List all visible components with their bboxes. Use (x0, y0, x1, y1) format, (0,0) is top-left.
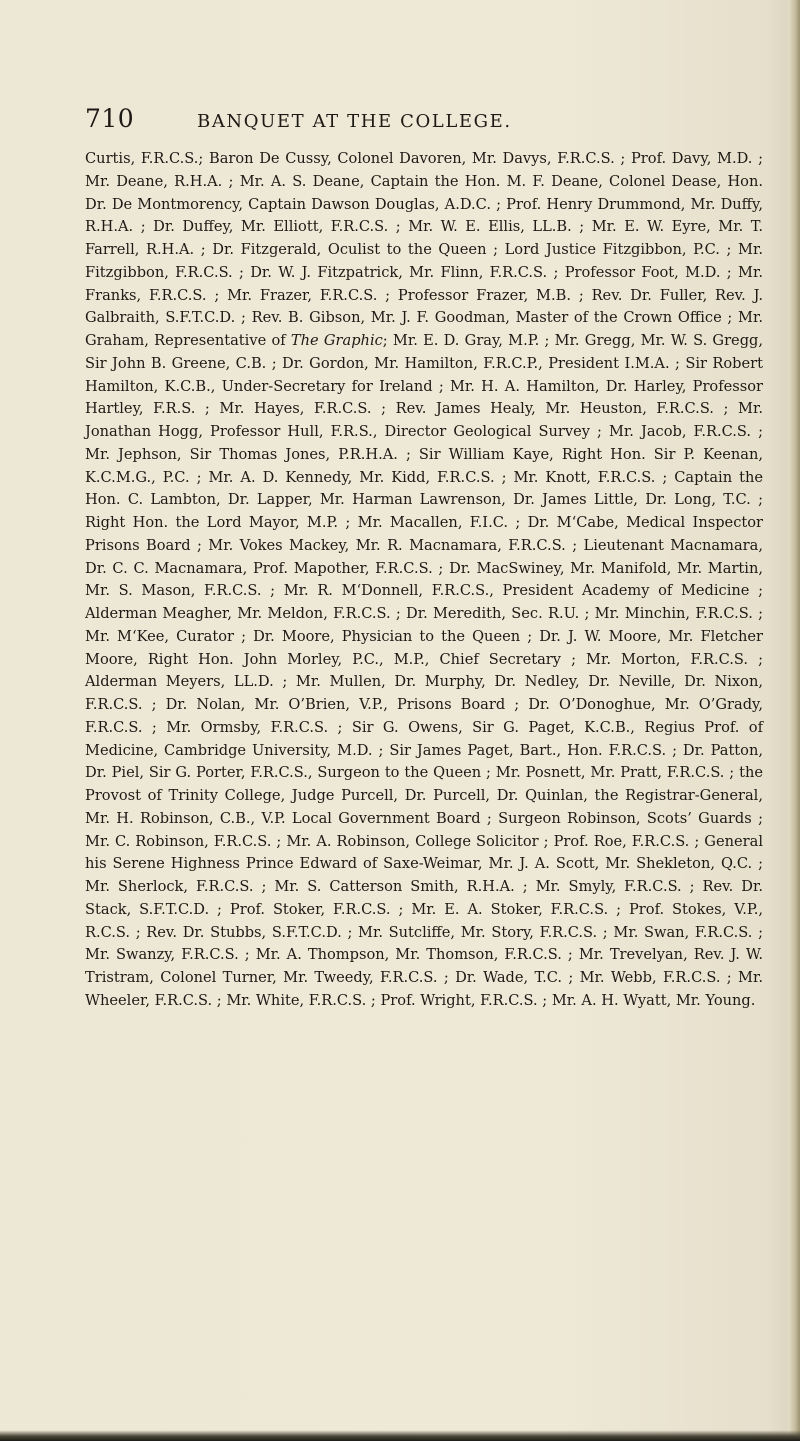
guest-list-text-part-2: ; Mr. E. D. Gray, M.P. ; Mr. Gregg, Mr. W. S. Gregg, Sir John B. Greene, C.B. ; Dr. Gordon, Mr. Hamilton, F.R.C.P., President I.M.A. ; Sir Robert Hamilton, K.C.B., Under-Secretary for Ireland ; Mr. H. A. Hamilton, Dr. Harley, Professor Hartley, F.R.S. ; Mr. Hayes, F.R.C.S. ; Rev. James Healy, Mr. Heuston, F.R.C.S. ; Mr. Jonathan Hogg, Professor Hull, F.R.S., Director Geological Survey ; Mr. Jacob, F.R.C.S. ; Mr. Jephson, Sir Thomas Jones, P.R.H.A. ; Sir William Kaye, Right Hon. Sir P. Keenan, K.C.M.G., P.C. ; Mr. A. D. Kennedy, Mr. Kidd, F.R.C.S. ; Mr. Knott, F.R.C.S. ; Captain the Hon. C. Lambton, Dr. Lapper, Mr. Harman Lawrenson, Dr. James Little, Dr. Long, T.C. ; Right Hon. the Lord Mayor, M.P. ; Mr. Macallen, F.I.C. ; Dr. M‘Cabe, Medical Inspector Prisons Board ; Mr. Vokes Mackey, Mr. R. Macnamara, F.R.C.S. ; Lieutenant Macnamara, Dr. C. C. Macnamara, Prof. Mapother, F.R.C.S. ; Dr. MacSwiney, Mr. Manifold, Mr. Martin, Mr. S. Mason, F.R.C.S. ; Mr. R. M‘Donnell, F.R.C.S., President Academy of Medicine ; Alderman Meagher, Mr. Meldon, F.R.C.S. ; Dr. Meredith, Sec. R.U. ; Mr. Minchin, F.R.C.S. ; Mr. M‘Kee, Curator ; Dr. Moore, Physician to the Queen ; Dr. J. W. Moore, Mr. Fletcher Moore, Right Hon. John Morley, P.C., M.P., Chief Secretary ; Mr. Morton, F.R.C.S. ; Alderman Meyers, LL.D. ; Mr. Mullen, Dr. Murphy, Dr. Nedley, Dr. Neville, Dr. Nixon, F.R.C.S. ; Dr. Nolan, Mr. O’Brien, V.P., Prisons Board ; Dr. O’Donoghue, Mr. O’Grady, F.R.C.S. ; Mr. Ormsby, F.R.C.S. ; Sir G. Owens, Sir G. Paget, K.C.B., Regius Prof. of Medicine, Cambridge University, M.D. ; Sir James Paget, Bart., Hon. F.R.C.S. ; Dr. Patton, Dr. Piel, Sir G. Porter, F.R.C.S., Surgeon to the Queen ; Mr. Posnett, Mr. Pratt, F.R.C.S. ; the Provost of Trinity College, Judge Purcell, Dr. Purcell, Dr. Quinlan, the Registrar-General, Mr. H. Robinson, C.B., V.P. Local Government Board ; Surgeon Robinson, Scots’ Guards ; Mr. C. Robinson, F.R.C.S. ; Mr. A. Robinson, College Solicitor ; Prof. Roe, F.R.C.S. ; General his Serene Highness Prince Edward of Saxe-Weimar, Mr. J. A. Scott, Mr. Shekleton, Q.C. ; Mr. Sherlock, F.R.C.S. ; Mr. S. Catterson Smith, R.H.A. ; Mr. Smyly, F.R.C.S. ; Rev. Dr. Stack, S.F.T.C.D. ; Prof. Stoker, F.R.C.S. ; Mr. E. A. Stoker, F.R.C.S. ; Prof. Stokes, V.P., R.C.S. ; Rev. Dr. Stubbs, S.F.T.C.D. ; Mr. Sutcliffe, Mr. Story, F.R.C.S. ; Mr. Swan, F.R.C.S. ; Mr. Swanzy, F.R.C.S. ; Mr. A. Thompson, Mr. Thomson, F.R.C.S. ; Mr. Trevelyan, Rev. J. W. Tristram, Colonel Turner, Mr. Tweedy, F.R.C.S. ; Dr. Wade, T.C. ; Mr. Webb, F.R.C.S. ; Mr. Wheeler, F.R.C.S. ; Mr. White, F.R.C.S. ; Prof. Wright, F.R.C.S. ; Mr. A. H. Wyatt, Mr. Young. (85, 332, 764, 1009)
page-edge-shadow (788, 0, 800, 1441)
guest-list-text-part-1: Curtis, F.R.C.S.; Baron De Cussy, Colonel Davoren, Mr. Davys, F.R.C.S. ; Prof. Davy, M.D. ; Mr. Deane, R.H.A. ; Mr. A. S. Deane, Captain the Hon. M. F. Deane, Colonel Dease, Hon. Dr. De Montmorency, Captain Dawson Douglas, A.D.C. ; Prof. Henry Drummond, Mr. Duffy, R.H.A. ; Dr. Duffey, Mr. Elliott, F.R.C.S. ; Mr. W. E. Ellis, LL.B. ; Mr. E. W. Eyre, Mr. T. Farrell, R.H.A. ; Dr. Fitzgerald, Oculist to the Queen ; Lord Justice Fitzgibbon, P.C. ; Mr. Fitzgibbon, F.R.C.S. ; Dr. W. J. Fitzpatrick, Mr. Flinn, F.R.C.S. ; Professor Foot, M.D. ; Mr. Franks, F.R.C.S. ; Mr. Frazer, F.R.C.S. ; Professor Frazer, M.B. ; Rev. Dr. Fuller, Rev. J. Galbraith, S.F.T.C.D. ; Rev. B. Gibson, Mr. J. F. Goodman, Master of the Crown Office ; Mr. Graham, Representative of (85, 150, 763, 349)
running-head: BANQUET AT THE COLLEGE. (197, 111, 512, 132)
page-header (85, 104, 765, 136)
page-bottom-edge (0, 1417, 800, 1441)
guest-list-paragraph (85, 148, 763, 1013)
publication-title: The Graphic (290, 332, 383, 349)
page-number: 710 (85, 104, 135, 133)
